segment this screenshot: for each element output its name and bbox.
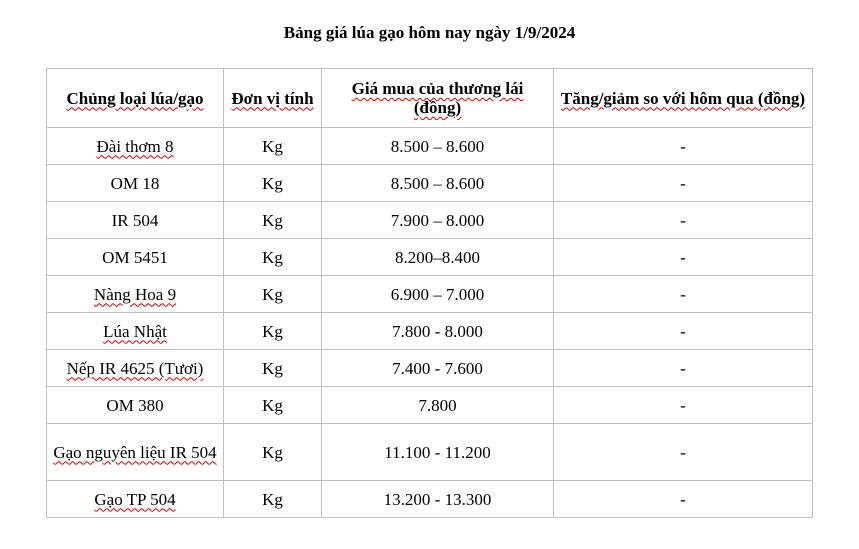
cell-unit: Kg [224,481,322,518]
cell-unit: Kg [224,202,322,239]
cell-unit: Kg [224,387,322,424]
cell-unit: Kg [224,276,322,313]
table-header-row [47,69,813,128]
cell-unit: Kg [224,424,322,481]
cell-type: OM 5451 [47,239,224,276]
cell-price: 7.400 - 7.600 [322,350,554,387]
table-row [47,387,813,424]
cell-price: 8.500 – 8.600 [322,165,554,202]
cell-type: Lúa Nhật [47,313,224,350]
cell-change: - [554,313,813,350]
table-row [47,424,813,481]
cell-change: - [554,165,813,202]
cell-unit: Kg [224,239,322,276]
cell-type: OM 18 [47,165,224,202]
cell-type: OM 380 [47,387,224,424]
table-row [47,276,813,313]
table-row [47,165,813,202]
cell-type: Gạo nguyên liệu IR 504 [47,424,224,481]
cell-change: - [554,202,813,239]
cell-price: 7.800 - 8.000 [322,313,554,350]
table-row [47,202,813,239]
cell-unit: Kg [224,128,322,165]
cell-price: 7.800 [322,387,554,424]
cell-price: 11.100 - 11.200 [322,424,554,481]
cell-unit: Kg [224,313,322,350]
cell-type: Gạo TP 504 [47,481,224,518]
rice-price-table [46,68,813,518]
cell-price: 8.500 – 8.600 [322,128,554,165]
cell-type: Nàng Hoa 9 [47,276,224,313]
cell-change: - [554,387,813,424]
cell-price: 7.900 – 8.000 [322,202,554,239]
header-unit: Đơn vị tính [224,69,322,128]
cell-change: - [554,350,813,387]
table-row [47,313,813,350]
cell-type: Nếp IR 4625 (Tươi) [47,350,224,387]
header-change: Tăng/giảm so với hôm qua (đồng) [554,69,813,128]
table-row [47,128,813,165]
cell-type: Đài thơm 8 [47,128,224,165]
cell-price: 8.200–8.400 [322,239,554,276]
cell-unit: Kg [224,165,322,202]
cell-change: - [554,424,813,481]
header-price: Giá mua của thương lái (đồng) [322,69,554,128]
cell-change: - [554,276,813,313]
page-title: Bảng giá lúa gạo hôm nay ngày 1/9/2024 [283,23,576,42]
cell-change: - [554,128,813,165]
table-row [47,239,813,276]
cell-type: IR 504 [47,202,224,239]
cell-unit: Kg [224,350,322,387]
cell-price: 13.200 - 13.300 [322,481,554,518]
header-type: Chủng loại lúa/gạo [47,69,224,128]
cell-change: - [554,239,813,276]
table-row [47,350,813,387]
cell-price: 6.900 – 7.000 [322,276,554,313]
table-row [47,481,813,518]
cell-change: - [554,481,813,518]
